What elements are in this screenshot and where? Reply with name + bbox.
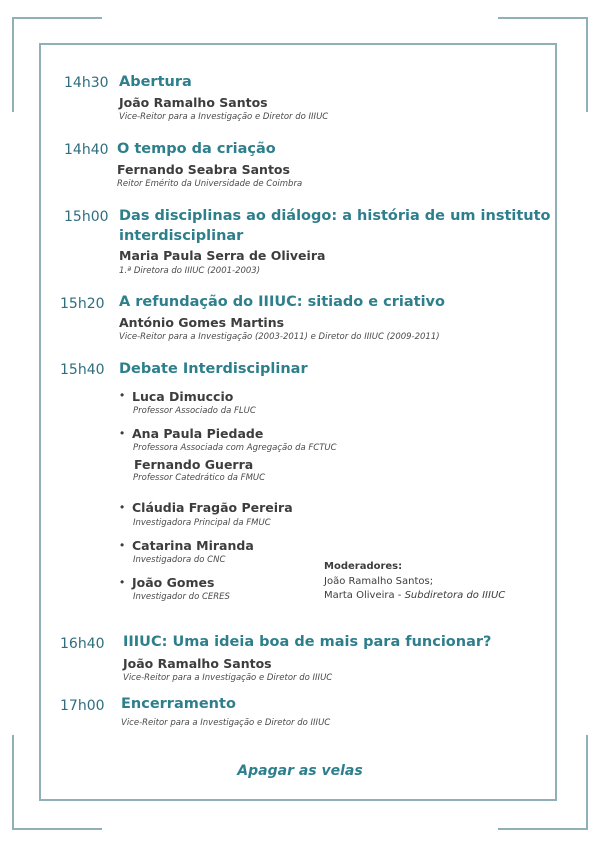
debate-participant-name: Ana Paula Piedade xyxy=(132,426,264,441)
session-speaker: João Ramalho Santos xyxy=(119,95,268,110)
session-time: 14h40 xyxy=(64,142,109,158)
debate-participant-name: João Gomes xyxy=(132,575,215,590)
session-title-continued: interdisciplinar xyxy=(119,228,244,244)
session-title: O tempo da criação xyxy=(117,141,276,157)
debate-participant-name: Luca Dimuccio xyxy=(132,389,234,404)
bullet-icon: • xyxy=(120,538,125,552)
session-title: A refundação do IIIUC: sitiado e criativo xyxy=(119,294,445,310)
session-speaker-role: Reitor Emérito da Universidade de Coimbra xyxy=(117,179,303,189)
moderator-name: Marta Oliveira - xyxy=(324,590,405,601)
closing-text: Apagar as velas xyxy=(237,763,363,779)
debate-participant-role: Investigadora do CNC xyxy=(133,555,226,565)
moderator-role: Subdiretora do IIIUC xyxy=(404,590,506,601)
session-speaker: António Gomes Martins xyxy=(119,315,285,330)
bullet-icon: • xyxy=(120,500,125,514)
corner-line-top-left xyxy=(12,17,102,19)
session-title: Debate Interdisciplinar xyxy=(119,361,308,377)
debate-participant-role: Professor Associado da FLUC xyxy=(133,406,256,416)
session-speaker-role: Vice-Reitor para a Investigação e Diretor do IIIUC xyxy=(119,112,329,122)
moderators-label: Moderadores: xyxy=(324,561,403,572)
corner-line-bottom-right-vertical xyxy=(586,735,588,830)
session-speaker-role: Vice-Reitor para a Investigação (2003-2011) e Diretor do IIIUC (2009-2011) xyxy=(119,332,440,342)
debate-participant-name: Fernando Guerra xyxy=(134,457,254,472)
debate-participant-name: Cláudia Fragão Pereira xyxy=(132,500,293,515)
session-title: IIIUC: Uma ideia boa de mais para funcionar? xyxy=(123,634,492,650)
debate-participant-role: Professor Catedrático da FMUC xyxy=(133,473,266,483)
corner-line-top-right-vertical xyxy=(586,17,588,112)
session-title: Encerramento xyxy=(121,696,236,712)
session-time: 16h40 xyxy=(60,636,105,652)
bullet-icon: • xyxy=(120,575,125,589)
session-speaker-role: Vice-Reitor para a Investigação e Diretor do IIIUC xyxy=(121,718,331,728)
bullet-icon: • xyxy=(120,388,125,402)
debate-participant-role: Investigadora Principal da FMUC xyxy=(133,518,271,528)
corner-line-bottom-right xyxy=(498,828,588,830)
moderator-name: João Ramalho Santos; xyxy=(324,576,434,587)
session-speaker-role: Vice-Reitor para a Investigação e Diretor do IIIUC xyxy=(123,673,333,683)
session-speaker: Fernando Seabra Santos xyxy=(117,162,290,177)
session-title: Das disciplinas ao diálogo: a história de um instituto xyxy=(119,208,551,224)
corner-line-bottom-left xyxy=(12,828,102,830)
session-time: 17h00 xyxy=(60,698,105,714)
session-speaker: João Ramalho Santos xyxy=(123,656,272,671)
corner-line-top-right xyxy=(498,17,588,19)
debate-participant-name: Catarina Miranda xyxy=(132,538,254,553)
debate-participant-role: Investigador do CERES xyxy=(133,592,230,602)
corner-line-top-left-vertical xyxy=(12,17,14,112)
debate-participant-role: Professora Associada com Agregação da FCTUC xyxy=(133,443,337,453)
session-speaker-role: 1.ª Diretora do IIIUC (2001-2003) xyxy=(119,266,261,276)
session-time: 15h40 xyxy=(60,362,105,378)
session-time: 14h30 xyxy=(64,75,109,91)
session-time: 15h00 xyxy=(64,209,109,225)
bullet-icon: • xyxy=(120,426,125,440)
corner-line-bottom-left-vertical xyxy=(12,735,14,830)
moderator-line xyxy=(324,590,505,601)
session-title: Abertura xyxy=(119,74,192,90)
session-speaker: Maria Paula Serra de Oliveira xyxy=(119,248,326,263)
session-time: 15h20 xyxy=(60,296,105,312)
